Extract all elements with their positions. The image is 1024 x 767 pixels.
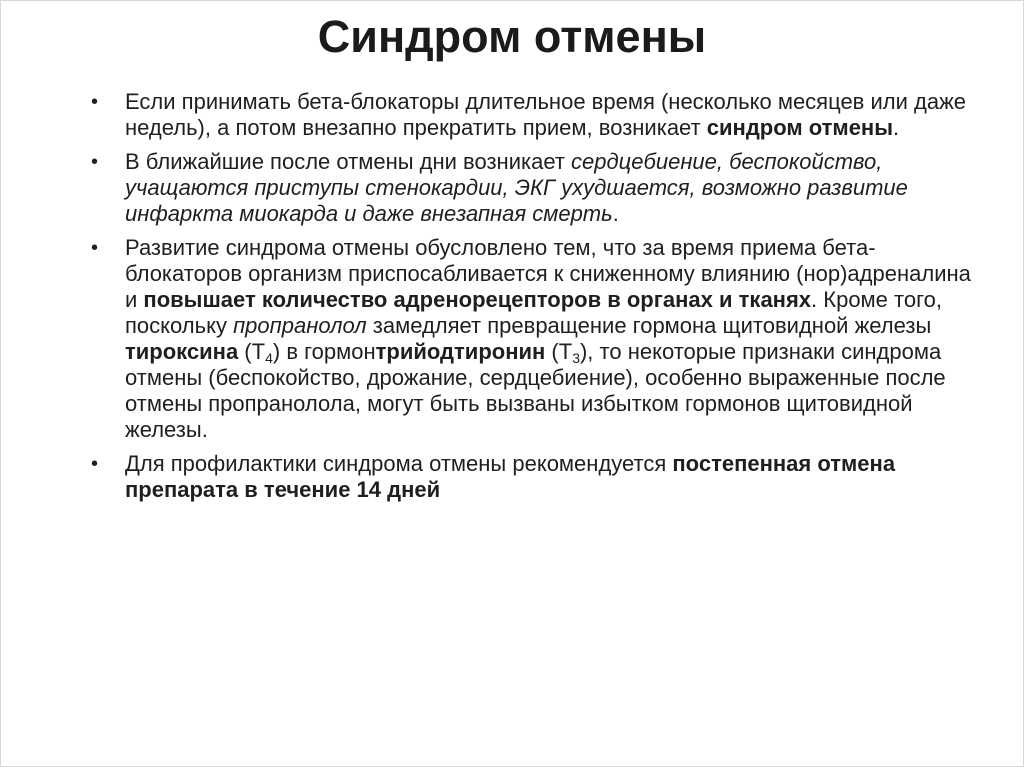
bullet-text: Для профилактики синдрома отмены рекомендуется постепенная отмена препарата в течение 14 дней xyxy=(125,451,896,502)
bullet-item-4 xyxy=(91,451,971,503)
bullet-item-2 xyxy=(91,149,971,227)
bullet-marker: • xyxy=(91,151,99,173)
slide-title: Синдром отмены xyxy=(317,11,707,62)
bullet-marker: • xyxy=(91,453,99,475)
bullet-text: Если принимать бета-блокаторы длительное время (несколько месяцев или даже недель), а потом внезапно прекратить прием, возникает синдром отмены. xyxy=(125,89,967,140)
bullet-marker: • xyxy=(91,91,99,113)
bullet-item-1 xyxy=(91,89,971,141)
bullet-text: В ближайшие после отмены дни возникает сердцебиение, беспокойство, учащаются приступы стенокардии, ЭКГ ухудшается, возможно развитие инфаркта миокарда и даже внезапная смерть. xyxy=(125,149,908,226)
bullet-text: Развитие синдрома отмены обусловлено тем, что за время приема бета-блокаторов организм приспосабливается к сниженному влиянию (нор)адреналина и повышает количество адренорецепторов в органах и тканях. Кроме того, поскольку пропранолол замедляет превращение гормона щитовидной железы тироксина $(Т_4)$ в гормонтрийодтиронин $(Т_3)$, то некоторые признаки синдрома отмены (беспокойство, дрожание, сердцебиение), особенно выраженные после отмены пропранолола, могут быть вызваны избытком гормонов щитовидной железы. xyxy=(125,235,971,442)
bullet-list xyxy=(91,89,971,511)
bullet-item-3 xyxy=(91,235,971,443)
bullet-marker: • xyxy=(91,237,99,259)
